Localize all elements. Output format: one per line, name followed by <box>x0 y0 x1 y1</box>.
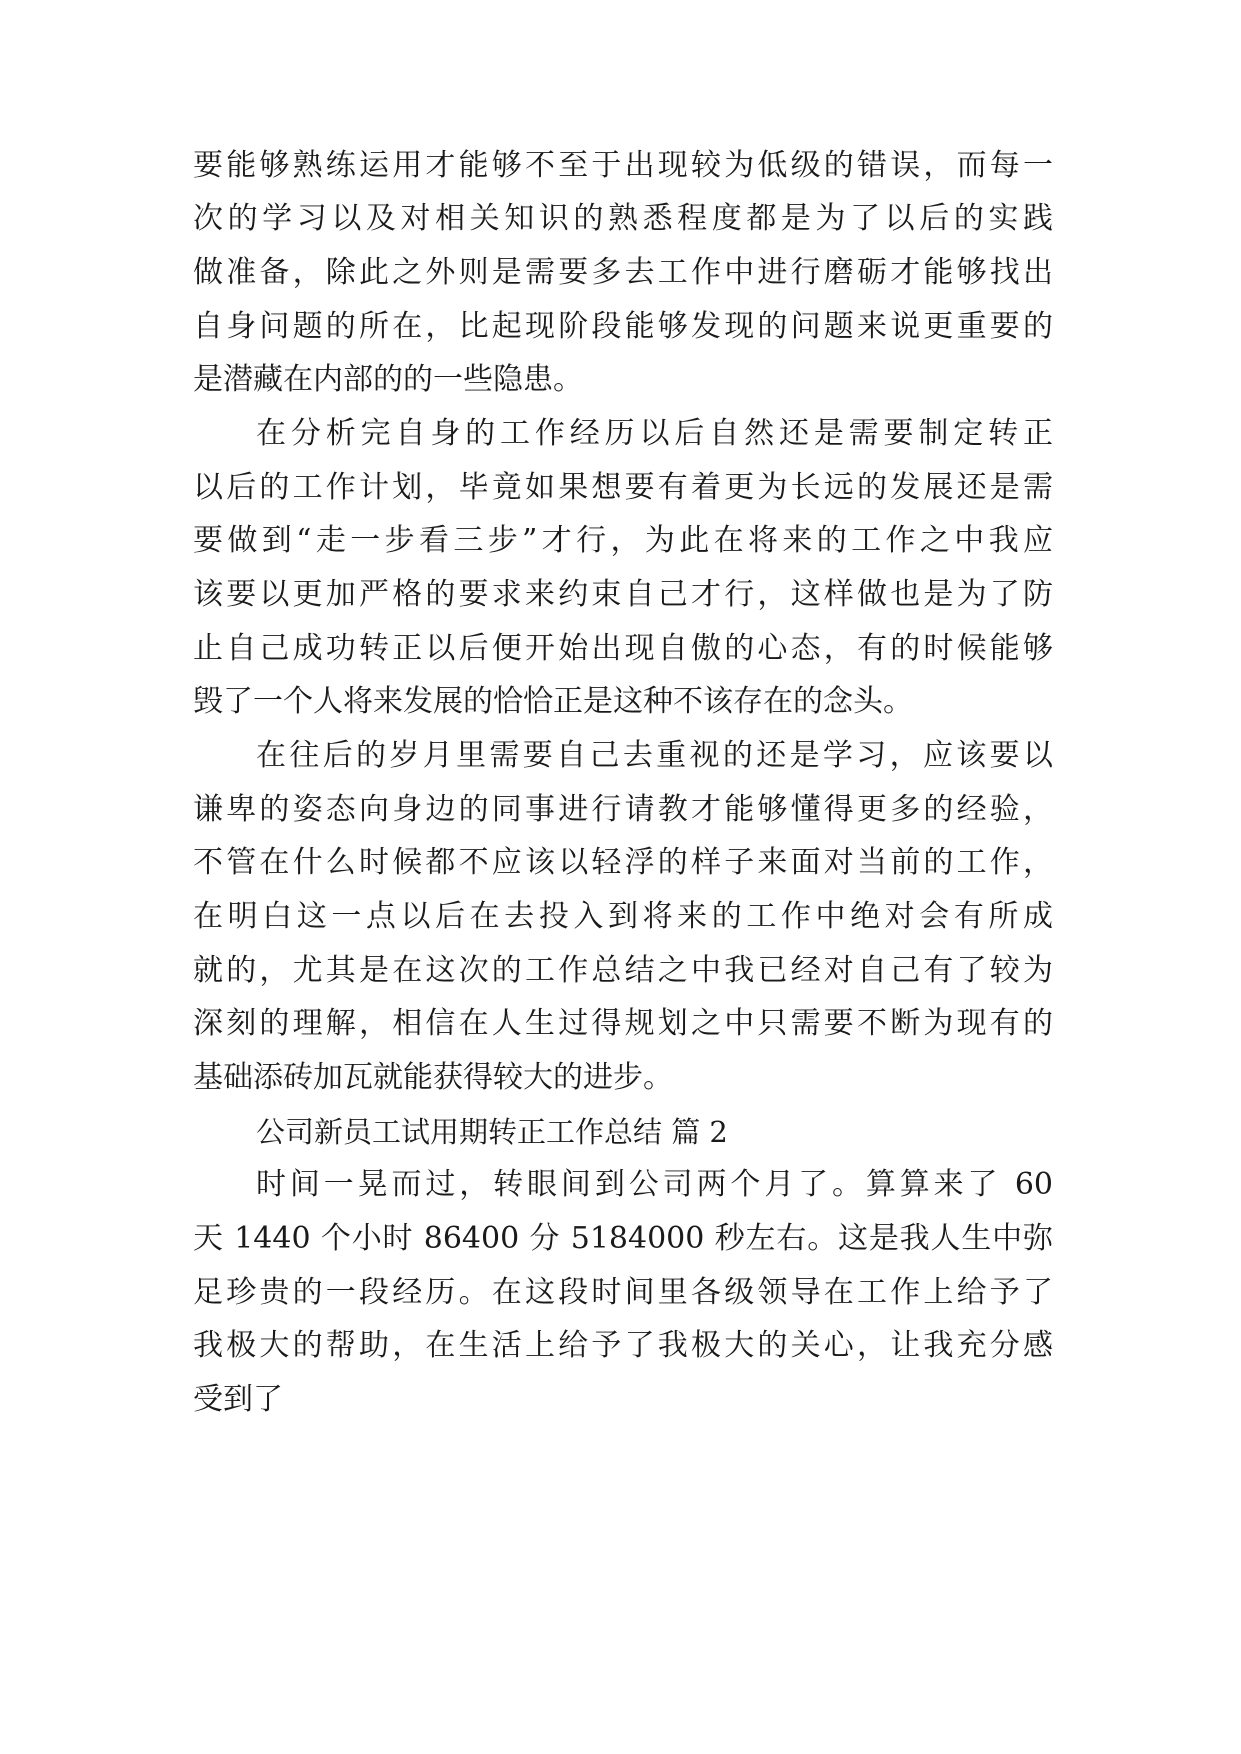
text-line: 受到了 <box>193 1382 283 1417</box>
text-line: 谦卑的姿态向身边的同事进行请教才能够懂得更多的经验， <box>193 792 1053 827</box>
paragraph-first-line: 时间一晃而过，转眼间到公司两个月了。算算来了 60 <box>256 1167 1053 1202</box>
text-line: 天 1440 个小时 86400 分 5184000 秒左右。这是我人生中弥 <box>193 1221 1053 1256</box>
text-line: 要做到“走一步看三步”才行，为此在将来的工作之中我应 <box>193 523 1053 558</box>
text-line: 做准备，除此之外则是需要多去工作中进行磨砺才能够找出 <box>193 255 1053 290</box>
text-line: 我极大的帮助，在生活上给予了我极大的关心，让我充分感 <box>193 1328 1053 1363</box>
paragraph-first-line: 在往后的岁月里需要自己去重视的还是学习，应该要以 <box>256 738 1053 773</box>
text-line: 是潜藏在内部的的一些隐患。 <box>193 362 583 397</box>
text-line: 次的学习以及对相关知识的熟悉程度都是为了以后的实践 <box>193 201 1053 236</box>
text-line: 在明白这一点以后在去投入到将来的工作中绝对会有所成 <box>193 899 1053 934</box>
text-line: 毁了一个人将来发展的恰恰正是这种不该存在的念头。 <box>193 684 913 719</box>
text-line: 止自己成功转正以后便开始出现自傲的心态，有的时候能够 <box>193 631 1053 666</box>
paragraph-first-line: 在分析完自身的工作经历以后自然还是需要制定转正 <box>256 416 1053 451</box>
section-heading: 公司新员工试用期转正工作总结 篇 2 <box>256 1115 728 1149</box>
text-line: 自身问题的所在，比起现阶段能够发现的问题来说更重要的 <box>193 309 1053 344</box>
text-line: 不管在什么时候都不应该以轻浮的样子来面对当前的工作， <box>193 845 1053 880</box>
text-line: 足珍贵的一段经历。在这段时间里各级领导在工作上给予了 <box>193 1275 1053 1310</box>
text-line: 以后的工作计划，毕竟如果想要有着更为长远的发展还是需 <box>193 470 1053 505</box>
text-line: 要能够熟练运用才能够不至于出现较为低级的错误，而每一 <box>193 148 1053 183</box>
text-line: 就的，尤其是在这次的工作总结之中我已经对自己有了较为 <box>193 953 1053 988</box>
text-line: 深刻的理解，相信在人生过得规划之中只需要不断为现有的 <box>193 1006 1053 1041</box>
text-line: 基础添砖加瓦就能获得较大的进步。 <box>193 1060 673 1095</box>
text-line: 该要以更加严格的要求来约束自己才行，这样做也是为了防 <box>193 577 1053 612</box>
